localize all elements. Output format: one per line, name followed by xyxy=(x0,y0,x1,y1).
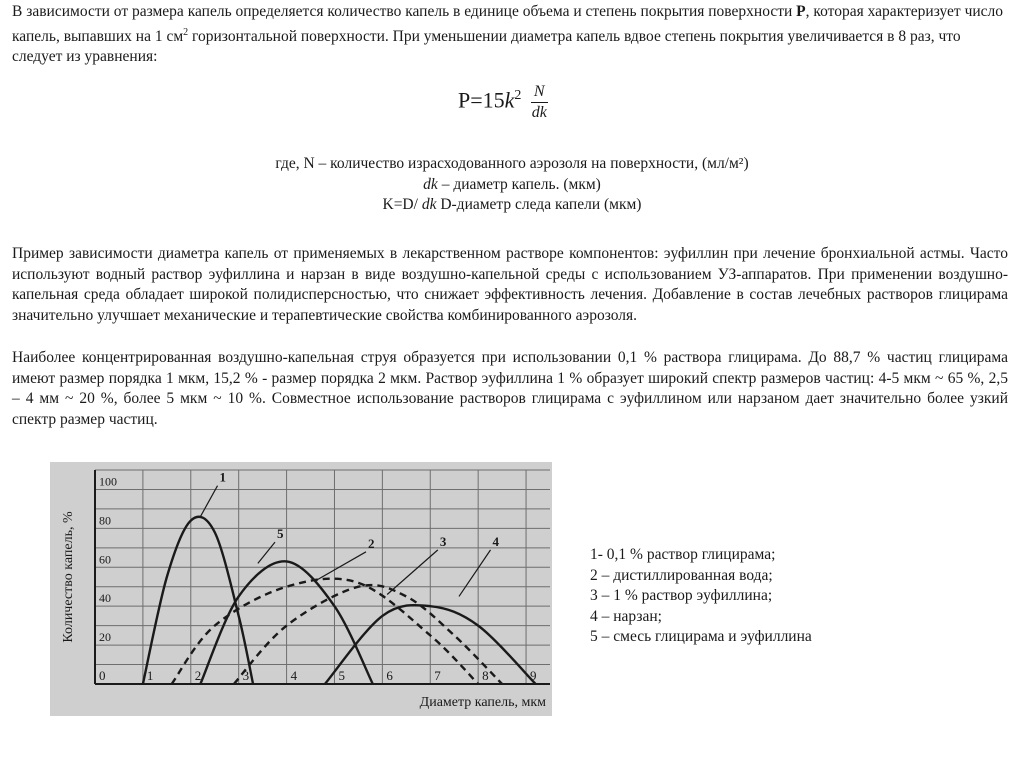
where-line-1: где, N – количество израсходованного аэрозоля на поверхности, (мл/м²) xyxy=(275,155,749,172)
formula-exponent: 2 xyxy=(514,88,522,104)
y-tick-label: 100 xyxy=(99,474,117,489)
legend-item-3: 3 – 1 % раствор эуфиллина; xyxy=(590,587,773,604)
where-line-3-a: K=D/ xyxy=(382,196,422,213)
curve-label-1: 1 xyxy=(219,469,227,485)
chart-legend xyxy=(590,545,812,648)
x-tick-label: 9 xyxy=(530,668,537,683)
intro-superscript: 2 xyxy=(183,26,189,38)
x-tick-label: 3 xyxy=(242,668,250,683)
formula-legend xyxy=(0,154,1024,216)
legend-item-2: 2 – дистиллированная вода; xyxy=(590,566,773,584)
y-tick-label: 80 xyxy=(99,513,111,528)
legend-item-5: 5 – смесь глицирама и эуфиллина xyxy=(590,628,812,645)
curve-label-5: 5 xyxy=(277,526,284,542)
intro-paragraph xyxy=(12,2,1012,68)
formula-fraction xyxy=(531,82,548,123)
where-line-3-symbol: dk xyxy=(421,196,437,213)
legend-item-1: 1- 0,1 % раствор глицирама; xyxy=(590,546,776,563)
y-axis-label: Количество капель, % xyxy=(61,511,76,643)
y-tick-label: 60 xyxy=(99,552,111,567)
legend-item-4: 4 – нарзан; xyxy=(590,607,662,625)
formula-lhs: P=15 xyxy=(458,87,505,113)
curve-label-4: 4 xyxy=(492,533,500,549)
x-tick-label: 7 xyxy=(434,668,441,683)
where-line-3 xyxy=(0,195,1024,216)
curve-label-2: 2 xyxy=(368,535,375,551)
where-line-3-b: D-диаметр следа капели (мкм) xyxy=(436,196,642,213)
x-tick-label: 1 xyxy=(146,668,154,683)
droplet-size-chart xyxy=(50,462,552,716)
intro-text-b: , которая характеризует число капель, выпавших на 1 см xyxy=(12,3,1004,45)
y-tick-label: 20 xyxy=(99,630,111,645)
intro-text-a: В зависимости от размера капель определяется количество капель в единице объема и степень покрытия поверхности xyxy=(12,3,797,20)
where-symbol-dk: dk xyxy=(423,175,438,193)
y-tick-label: 40 xyxy=(99,591,111,606)
x-tick-label: 8 xyxy=(482,668,489,683)
where-line-2-text: – диаметр капель. (мкм) xyxy=(437,175,601,193)
where-line-2 xyxy=(0,175,1024,196)
concentration-paragraph: Наиболее концентрированная воздушно-капельная струя образуется при использовании 0,1 % раствора глицирама. До 88,7 % частиц глицирама имеют размер порядка 1 мкм, 15,2 % - размер порядка 2 мкм. Раствор эуфиллина 1 % образует широкий спектр размеров частиц: 4-5 мкм ~ 65 %, 2,5 – 4 мм ~ 20 %, более 5 мкм ~ 10 %. Совместное использование растворов глицирама с эуфиллином или нарзаном дает значительно более узкий спектр размер частиц. xyxy=(12,349,1008,428)
example-paragraph: Пример зависимости диаметра капель от применяемых в лекарственном растворе компонентов: эуфиллин при лечение бронхиальной астмы. Часто используют водный раствор эуфиллина и нарзан в виде воздушно-капельной среды с использованием УЗ-аппаратов. При применении воздушно-капельная среда обладает широкой полидисперсностью, что снижает эффективность лечения. Добавление в состав лечебных растворов глицирама значительно улучшает механические и терапевтические свойства комбинированного аэрозоля. xyxy=(12,245,1008,324)
intro-text-c: горизонтальной поверхности. При уменьшении диаметра капель вдвое степень покрытия увеличивается в 8 раз, что следует из уравнения: xyxy=(12,27,961,66)
intro-symbol-p: P xyxy=(796,3,806,20)
coverage-formula xyxy=(458,82,548,123)
x-tick-label: 0 xyxy=(99,668,106,683)
formula-denominator: dk xyxy=(531,104,547,121)
x-tick-label: 4 xyxy=(290,668,298,683)
formula-numerator: N xyxy=(531,82,548,103)
x-tick-label: 6 xyxy=(386,668,393,683)
formula-k: k xyxy=(504,87,515,113)
x-tick-label: 5 xyxy=(338,668,345,683)
chart-background xyxy=(50,462,552,716)
x-tick-label: 2 xyxy=(194,668,202,683)
x-axis-label: Диаметр капель, мкм xyxy=(419,695,546,710)
curve-label-3: 3 xyxy=(439,533,447,549)
